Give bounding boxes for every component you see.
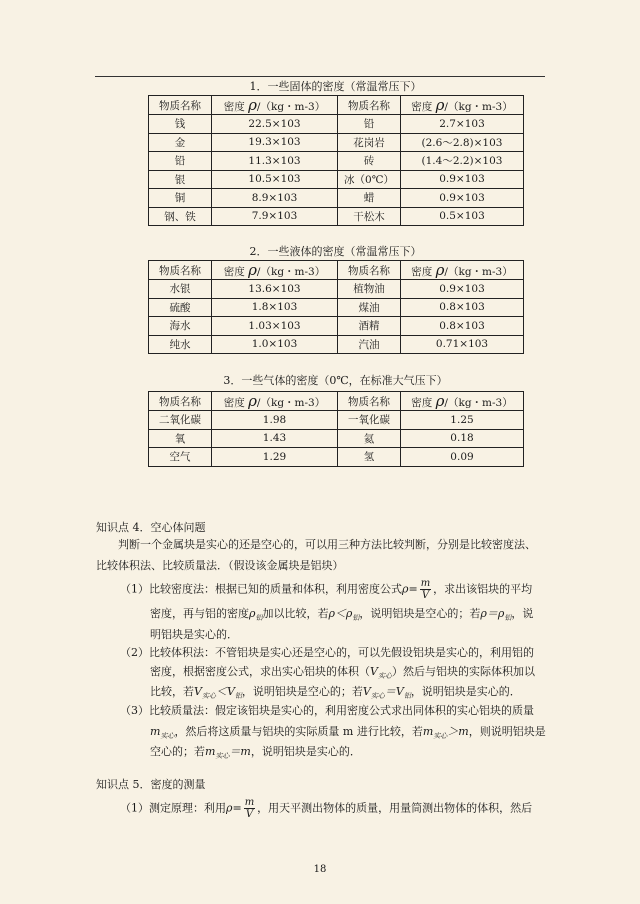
header-cell-name: 物质名称: [338, 392, 401, 411]
method-3-line-1: （3）比较质量法：假定该铝块是实心的，利用密度公式求出同体积的实心铝块的质量: [120, 704, 534, 717]
method-2-text-f: ，说明铝块是实心的．: [410, 685, 521, 698]
table-row: [149, 133, 524, 152]
density-value-cell: 0.9×103: [401, 189, 524, 208]
method-3-text-c: ，则说明铝块是: [468, 725, 546, 738]
substance-cell: 银: [149, 170, 212, 189]
substance-cell: 一氧化碳: [338, 411, 401, 430]
substance-cell: 氧: [149, 429, 212, 448]
header-cell-name: 物质名称: [149, 392, 212, 411]
density-value-cell: 1.98: [212, 411, 338, 430]
table-body: [149, 96, 524, 226]
density-value-cell: 1.03×103: [212, 317, 338, 336]
substance-cell: 砖: [338, 152, 401, 171]
method-1-text-a: （1）比较密度法：根据已知的质量和体积，利用密度公式: [120, 582, 402, 596]
liquids-density-table: [148, 260, 524, 354]
header-cell-name: 物质名称: [338, 261, 401, 280]
density-value-cell: 8.9×103: [212, 189, 338, 208]
header-cell-density: 密度 ρ/（kg・m-3）: [212, 392, 338, 411]
ineq-rho-lt: $\rho<\rho_铝$: [328, 607, 360, 623]
header-cell-density: 密度 ρ/（kg・m-3）: [401, 96, 524, 115]
substance-cell: 花岗岩: [338, 133, 401, 152]
density-value-cell: (1.4～2.2)×103: [401, 152, 524, 171]
solids-density-table: [148, 95, 524, 226]
density-value-cell: 2.7×103: [401, 115, 524, 134]
formula-rho-eq: ρ=: [402, 582, 418, 596]
substance-cell: 蜡: [338, 189, 401, 208]
substance-cell: 冰（0℃）: [338, 170, 401, 189]
header-cell-density: 密度 ρ/（kg・m-3）: [401, 392, 524, 411]
density-value-cell: 0.9×103: [401, 280, 524, 299]
table-row: [149, 170, 524, 189]
substance-cell: 铅: [338, 115, 401, 134]
substance-cell: 海水: [149, 317, 212, 336]
density-value-cell: 0.5×103: [401, 207, 524, 226]
header-cell-density: 密度 ρ/（kg・m-3）: [212, 96, 338, 115]
table-row: [149, 115, 524, 134]
table-header-row: [149, 392, 524, 411]
table-body: [149, 261, 524, 354]
method-1-text-e: ，说明铝块是空心的；若: [359, 607, 481, 620]
method-1-line-1: [120, 578, 532, 601]
table-row: [149, 411, 524, 430]
method-1-text-c: 密度，再与铝的密度: [150, 607, 249, 620]
density-value-cell: 13.6×103: [212, 280, 338, 299]
substance-cell: 纯水: [149, 335, 212, 354]
section-4-title: 知识点 4．空心体问题: [96, 521, 206, 534]
method-1-line-3: 明铝块是实心的．: [150, 628, 238, 641]
v-solid: $V_{实心}$: [370, 665, 392, 681]
density-value-cell: 0.09: [401, 448, 524, 467]
header-cell-name: 物质名称: [338, 96, 401, 115]
ineq-m-gt: $m_{实心}>m$: [422, 725, 469, 741]
substance-cell: 硫酸: [149, 298, 212, 317]
ineq-v-lt: $V_{实心}<V_铝$: [194, 685, 242, 701]
gases-density-table: [148, 391, 524, 467]
density-value-cell: (2.6～2.8)×103: [401, 133, 524, 152]
substance-cell: 汽油: [338, 335, 401, 354]
section-5-line-1: [120, 797, 532, 820]
method-2-text-d: 比较，若: [150, 685, 194, 698]
table-body: [149, 392, 524, 467]
method-3-text-e: ，说明铝块是实心的．: [250, 745, 361, 758]
density-value-cell: 0.18: [401, 429, 524, 448]
substance-cell: 酒精: [338, 317, 401, 336]
table-caption-gases: 3．一些气体的密度（0℃，在标准大气压下）: [223, 374, 448, 387]
density-value-cell: 1.25: [401, 411, 524, 430]
eq-rho: $\rho=\rho_铝$: [480, 607, 512, 623]
density-value-cell: 0.8×103: [401, 298, 524, 317]
formula-m-over-v-2: $\frac{m}{V}$: [244, 797, 255, 820]
m-solid: $m_{实心}$: [150, 725, 175, 741]
table-row: [149, 280, 524, 299]
method-1-text-f: ，说: [511, 607, 534, 620]
density-value-cell: 22.5×103: [212, 115, 338, 134]
substance-cell: 干松木: [338, 207, 401, 226]
density-value-cell: 1.43: [212, 429, 338, 448]
method-2-text-c: ）然后与铝块的实际体积加以: [391, 665, 535, 678]
table-row: [149, 448, 524, 467]
header-cell-name: 物质名称: [149, 96, 212, 115]
table-caption-solids: 1．一些固体的密度（常温常压下）: [249, 80, 422, 93]
density-value-cell: 1.29: [212, 448, 338, 467]
method-1-text-d: 加以比较，若: [262, 607, 329, 620]
rho-aluminium: $\rho_铝$: [249, 607, 263, 623]
method-3-line-3: [150, 741, 361, 767]
substance-cell: 钢、铁: [149, 207, 212, 226]
substance-cell: 氢: [338, 448, 401, 467]
table-row: [149, 152, 524, 171]
substance-cell: 空气: [149, 448, 212, 467]
density-value-cell: 11.3×103: [212, 152, 338, 171]
substance-cell: 氦: [338, 429, 401, 448]
substance-cell: 植物油: [338, 280, 401, 299]
formula-m-over-v: $\frac{m}{V}$: [420, 578, 431, 601]
section-5-title: 知识点 5．密度的测量: [96, 778, 206, 791]
method-2-text-e: ，说明铝块是空心的；若: [241, 685, 363, 698]
density-value-cell: 0.9×103: [401, 170, 524, 189]
table-row: [149, 298, 524, 317]
substance-cell: 水银: [149, 280, 212, 299]
substance-cell: 铅: [149, 152, 212, 171]
density-value-cell: 19.3×103: [212, 133, 338, 152]
method-2-line-1: （2）比较体积法：不管铝块是实心还是空心的，可以先假设铝块是实心的，利用铝的: [120, 646, 534, 659]
formula-rho-eq-2: ρ=: [226, 801, 242, 815]
section-5-text-a: （1）测定原理：利用: [120, 801, 226, 815]
section-5-text-b: ，用天平测出物体的质量，用量筒测出物体的体积，然后: [257, 801, 533, 815]
table-row: [149, 335, 524, 354]
density-value-cell: 1.0×103: [212, 335, 338, 354]
header-cell-density: 密度 ρ/（kg・m-3）: [212, 261, 338, 280]
method-2-text-b: 密度，根据密度公式，求出实心铝块的体积（: [150, 665, 370, 678]
method-3-text-b: ，然后将这质量与铝块的实际质量 m 进行比较，若: [174, 725, 423, 738]
header-cell-density: 密度 ρ/（kg・m-3）: [401, 261, 524, 280]
table-header-row: [149, 96, 524, 115]
substance-cell: 铜: [149, 189, 212, 208]
density-value-cell: 0.8×103: [401, 317, 524, 336]
density-value-cell: 7.9×103: [212, 207, 338, 226]
section-4-intro-line-1: 判断一个金属块是实心的还是空心的，可以用三种方法比较判断，分别是比较密度法、: [118, 538, 536, 551]
substance-cell: 金: [149, 133, 212, 152]
header-rule: [95, 76, 545, 77]
table-row: [149, 317, 524, 336]
density-value-cell: 1.8×103: [212, 298, 338, 317]
section-4-intro-line-2: 比较体积法、比较质量法．（假设该金属块是铝块）: [96, 559, 344, 572]
density-value-cell: 0.71×103: [401, 335, 524, 354]
table-row: [149, 189, 524, 208]
table-caption-liquids: 2．一些液体的密度（常温常压下）: [249, 245, 422, 258]
substance-cell: 钱: [149, 115, 212, 134]
method-1-text-b: ，求出该铝块的平均: [433, 582, 533, 596]
eq-m: $m_{实心}=m$: [205, 745, 251, 761]
table-row: [149, 207, 524, 226]
method-3-text-d: 空心的；若: [150, 745, 205, 758]
page-number: 18: [313, 864, 327, 875]
substance-cell: 煤油: [338, 298, 401, 317]
header-cell-name: 物质名称: [149, 261, 212, 280]
substance-cell: 二氧化碳: [149, 411, 212, 430]
eq-v: $V_{实心}=V_铝$: [362, 685, 411, 701]
density-value-cell: 10.5×103: [212, 170, 338, 189]
table-row: [149, 429, 524, 448]
table-header-row: [149, 261, 524, 280]
